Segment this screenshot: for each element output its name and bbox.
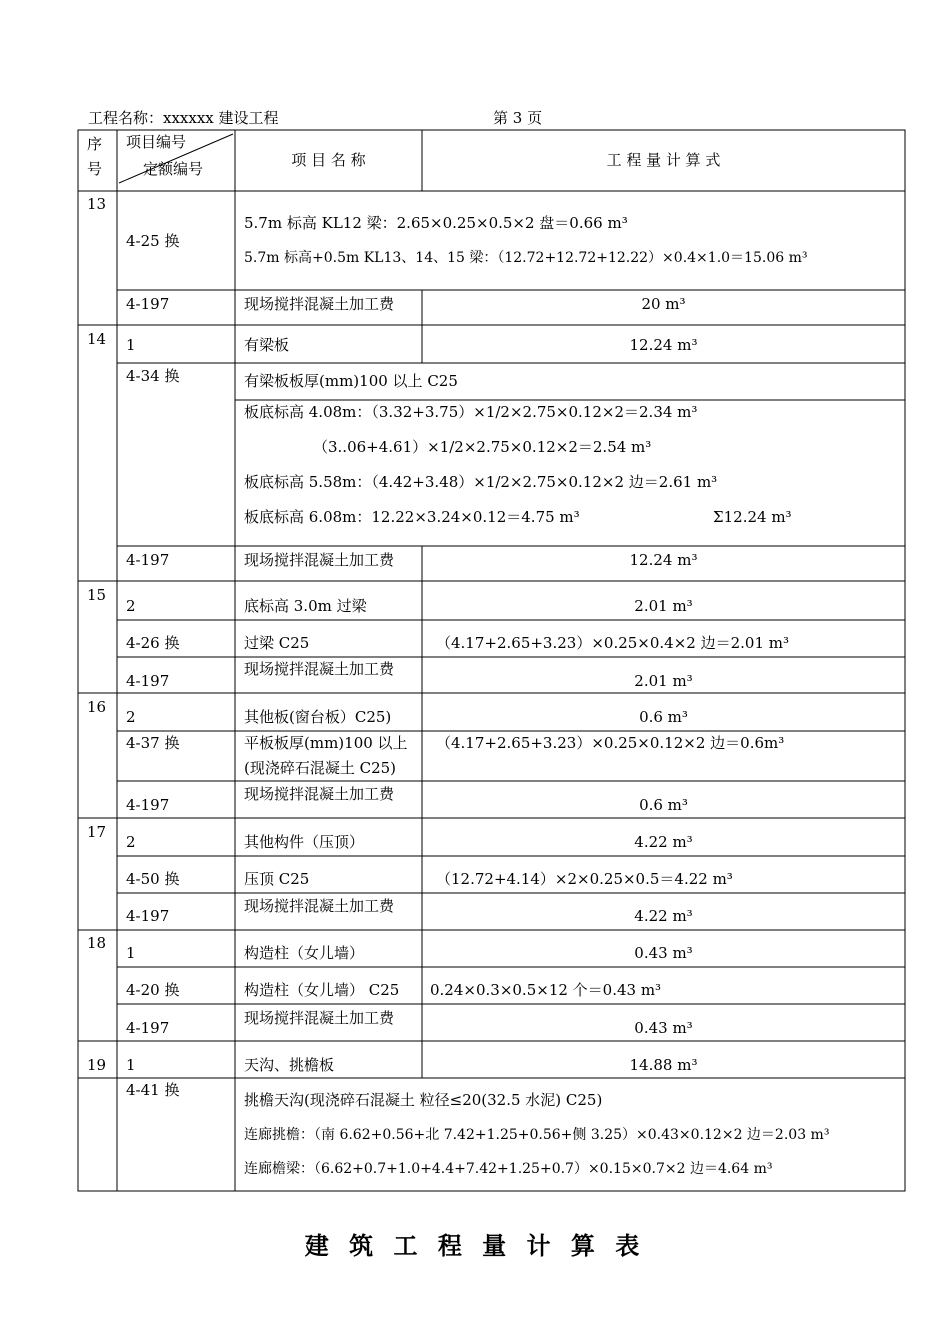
row-13-formula-1: 5.7m 标高 KL12 梁：2.65×0.25×0.5×2 盘＝0.66 m³ <box>244 214 628 232</box>
row-18-fee-code: 4-197 <box>126 1019 170 1037</box>
row-19-code: 1 <box>126 1056 136 1074</box>
row-16-fee-code: 4-197 <box>126 796 170 814</box>
row-15-sub-code: 4-26 换 <box>126 634 180 652</box>
row-17-qty: 4.22 m³ <box>634 833 693 851</box>
row-14-code: 1 <box>126 336 136 354</box>
row-17-fee-code: 4-197 <box>126 907 170 925</box>
row-17-fee-name: 现场搅拌混凝土加工费 <box>244 897 395 915</box>
row-15-fee-qty: 2.01 m³ <box>634 672 693 690</box>
item-name-header: 项 目 名 称 <box>291 151 366 169</box>
row-19-formula-2: 连廊挑檐：（南 6.62+0.56+北 7.42+1.25+0.56+侧 3.25）×0.43×0.12×2 边＝2.03 m³ <box>244 1127 830 1143</box>
row-17-code: 2 <box>126 833 136 851</box>
row-14-fee-name: 现场搅拌混凝土加工费 <box>244 551 395 569</box>
row-14-name: 有梁板 <box>244 336 290 354</box>
row-16-fee-qty: 0.6 m³ <box>639 796 688 814</box>
row-15-formula-1: （4.17+2.65+3.23）×0.25×0.4×2 边＝2.01 m³ <box>436 634 790 652</box>
row-15-name: 底标高 3.0m 过梁 <box>244 597 367 615</box>
row-14-no: 14 <box>87 330 107 348</box>
row-14-qty: 12.24 m³ <box>629 336 698 354</box>
row-15-fee-name: 现场搅拌混凝土加工费 <box>244 660 395 678</box>
row-19-name: 天沟、挑檐板 <box>244 1056 335 1074</box>
row-14-fee-code: 4-197 <box>126 551 170 569</box>
row-15-code: 2 <box>126 597 136 615</box>
row-14-formula-4: 板底标高 6.08m：12.22×3.24×0.12＝4.75 m³ <box>244 508 580 526</box>
row-14-formula-3: 板底标高 5.58m：（4.42+3.48）×1/2×2.75×0.12×2 边＝2.61 m³ <box>244 473 718 491</box>
row-13-code: 4-25 换 <box>126 232 180 250</box>
row-14-sub-code: 4-34 换 <box>126 367 180 385</box>
page-number: 第 3 页 <box>493 109 543 127</box>
item-code-header: 项目编号 <box>126 133 187 151</box>
row-18-qty: 0.43 m³ <box>634 944 693 962</box>
row-14-formula-2: （3..06+4.61）×1/2×2.75×0.12×2＝2.54 m³ <box>313 438 652 456</box>
row-13-formula-2: 5.7m 标高+0.5m KL13、14、15 梁：（12.72+12.72+12.22）×0.4×1.0＝15.06 m³ <box>244 250 808 266</box>
quota-code-header: 定额编号 <box>143 160 204 178</box>
row-16-no: 16 <box>87 698 107 716</box>
row-17-sub-code: 4-50 换 <box>126 870 180 888</box>
row-18-code: 1 <box>126 944 136 962</box>
seq-header-1: 序 <box>87 135 103 153</box>
row-16-sub-name-1: 平板板厚(mm)100 以上 <box>244 734 408 752</box>
row-17-formula-1: （12.72+4.14）×2×0.25×0.5＝4.22 m³ <box>436 870 733 888</box>
row-19-formula-3: 连廊檐梁：（6.62+0.7+1.0+4.4+7.42+1.25+0.7）×0.15×0.7×2 边＝4.64 m³ <box>244 1161 773 1177</box>
row-16-sub-code: 4-37 换 <box>126 734 180 752</box>
row-13-fee-name: 现场搅拌混凝土加工费 <box>244 295 395 313</box>
row-15-fee-code: 4-197 <box>126 672 170 690</box>
row-18-fee-name: 现场搅拌混凝土加工费 <box>244 1009 395 1027</box>
row-18-no: 18 <box>87 934 107 952</box>
row-18-formula-1: 0.24×0.3×0.5×12 个＝0.43 m³ <box>430 981 662 999</box>
row-15-no: 15 <box>87 586 107 604</box>
row-16-qty: 0.6 m³ <box>639 708 688 726</box>
row-18-name: 构造柱（女儿墙） <box>244 944 365 962</box>
row-18-sub-code: 4-20 换 <box>126 981 180 999</box>
row-17-no: 17 <box>87 823 107 841</box>
row-16-name: 其他板(窗台板）C25) <box>244 708 392 726</box>
row-18-fee-qty: 0.43 m³ <box>634 1019 693 1037</box>
row-13-fee-code: 4-197 <box>126 295 170 313</box>
row-13-fee-qty: 20 m³ <box>641 295 686 313</box>
row-19-qty: 14.88 m³ <box>629 1056 698 1074</box>
row-14-sub-name: 有梁板板厚(mm)100 以上 C25 <box>244 372 458 390</box>
formula-header: 工 程 量 计 算 式 <box>606 151 721 169</box>
row-16-fee-name: 现场搅拌混凝土加工费 <box>244 785 395 803</box>
row-15-sub-name: 过梁 C25 <box>244 634 310 652</box>
row-14-fee-qty: 12.24 m³ <box>629 551 698 569</box>
row-16-formula-1: （4.17+2.65+3.23）×0.25×0.12×2 边＝0.6m³ <box>436 734 785 752</box>
row-17-name: 其他构件（压顶） <box>244 833 365 851</box>
row-15-qty: 2.01 m³ <box>634 597 693 615</box>
row-18-sub-name: 构造柱（女儿墙） C25 <box>244 981 400 999</box>
row-13-no: 13 <box>87 195 107 213</box>
row-19-no: 19 <box>87 1056 107 1074</box>
row-14-formula-1: 板底标高 4.08m：（3.32+3.75）×1/2×2.75×0.12×2＝2.34 m³ <box>244 403 698 421</box>
row-19-formula-1: 挑檐天沟(现浇碎石混凝土 粒径≤20(32.5 水泥) C25) <box>244 1091 603 1109</box>
row-14-sum: Σ12.24 m³ <box>713 508 792 526</box>
row-17-fee-qty: 4.22 m³ <box>634 907 693 925</box>
page-title: 建 筑 工 程 量 计 算 表 <box>304 1232 646 1260</box>
row-16-code: 2 <box>126 708 136 726</box>
project-name: 工程名称：xxxxxx 建设工程 <box>88 109 279 127</box>
row-17-sub-name: 压顶 C25 <box>244 870 310 888</box>
seq-header-2: 号 <box>87 160 103 178</box>
row-16-sub-name-2: (现浇碎石混凝土 C25) <box>244 759 397 777</box>
row-19-sub-code: 4-41 换 <box>126 1081 180 1099</box>
